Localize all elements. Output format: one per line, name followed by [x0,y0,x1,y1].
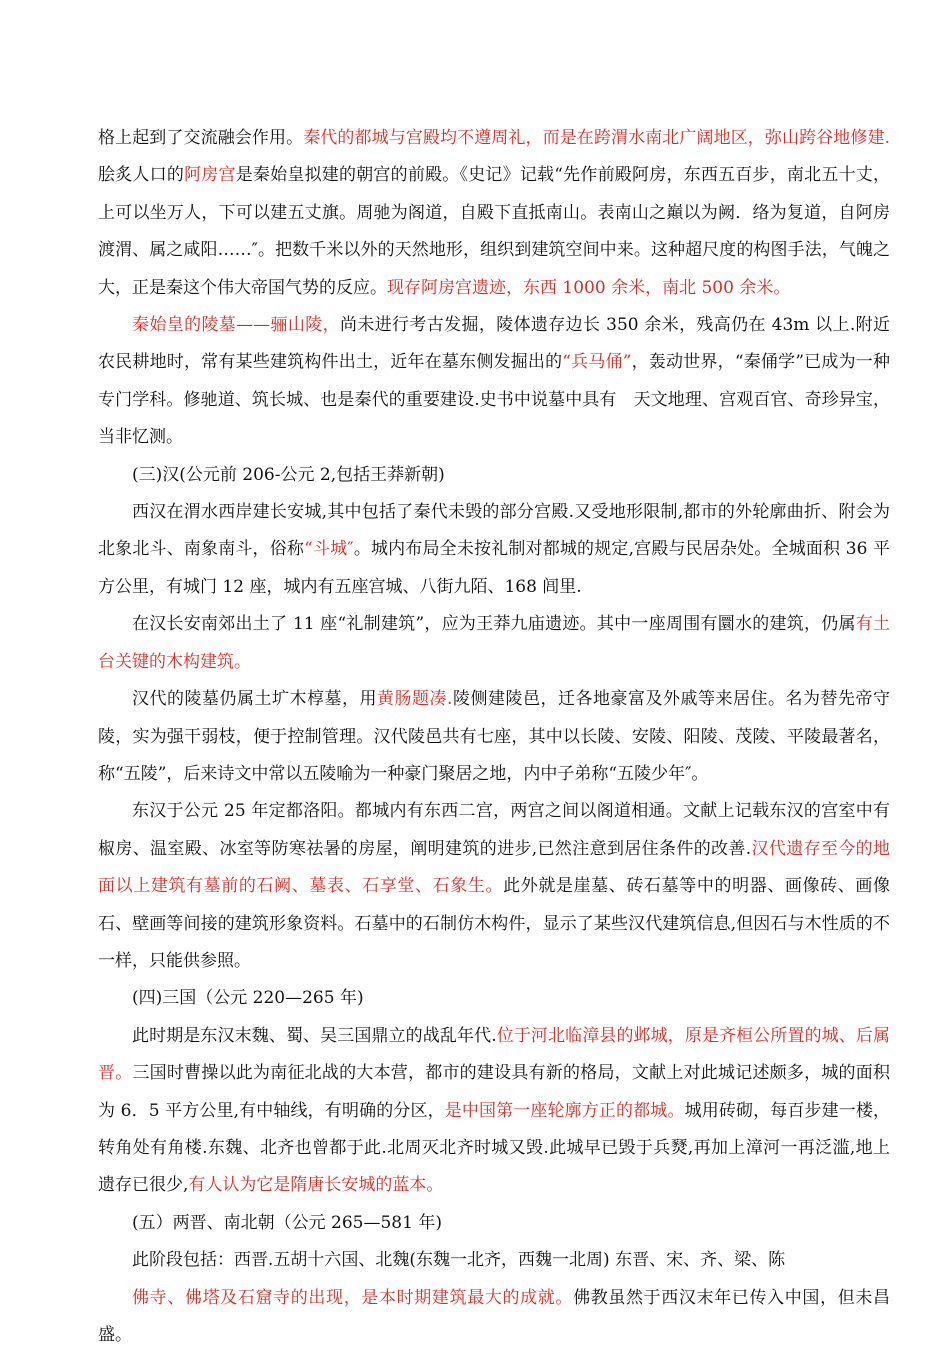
text-segment: 。城内布局全未按礼制对都城的规定,宫殿与民居杂处。全城面积 36 平方公里，有城门 12 座，城内有五座宫城、八街九陌、168 闾里. [98,539,891,597]
body-paragraph [98,307,890,457]
text-segment: 西汉在渭水西岸建长安城,其中包括了秦代未毁的部分宫殿.又受地形限制,都市的外轮廓曲折、附会为北象北斗、南象南斗，俗称 [98,502,890,560]
text-segment: 是秦始皇拟建的朝宫的前殿。《史记》记载“先作前殿阿房，东西五百步，南北五十丈，上可以坐万人，下可以建五丈旗。周驰为阁道，自殿下直抵南山。表南山之巔以为阙．络为复道，自阿房渡渭、属之咸阳……″。把数千米以外的天然地形，组织到建筑空间中来。这种超尺度的构图手法，气魄之大，正是秦这个伟大帝国气势的反应。 [98,165,891,298]
highlighted-text: 位于河北临漳县的邺城，原是齐桓公所置的城、后属晋。 [98,1025,891,1084]
document-page [98,120,890,1354]
text-segment: ，轰动世界，“秦俑学”已成为一种专门学科。修驰道、筑长城、也是秦代的重要建设.史书中说墓中具有 天文地理、宫观百官、奇珍异宝，当非忆测。 [98,352,890,448]
text-segment: 汉代的陵墓仍属土圹木椁墓，用 [132,689,378,710]
body-paragraph [98,120,890,307]
section-heading [98,980,890,1017]
text-segment: (五）两晋、南北朝（公元 265—581 年) [132,1212,442,1233]
body-paragraph [98,1242,890,1279]
text-segment: 城用砖砌，每百步建一楼，转角处有角楼.东魏、北齐也曾都于此.北周灭北齐时城又毁.此城早已毁于兵燹,再加上漳河一再泛滥,地上遗存已很少, [98,1100,891,1196]
text-segment: 此时期是东汉末魏、蜀、吴三国鼎立的战乱年代. [132,1025,497,1046]
body-paragraph [98,793,890,980]
highlighted-text: 阿房宫 [184,165,236,186]
text-segment: (三)汉(公元前 206-公元 2,包括王莽新朝) [132,464,445,485]
body-paragraph [98,606,890,681]
text-segment: 东汉于公元 25 年定都洛阳。都城内有东西二宫，两宫之间以阁道相通。文献上记载东汉的宫室中有椒房、温室殿、冰室等防寒祛暑的房屋，阐明建筑的进步,已然注意到居住条件的改善. [98,801,891,859]
highlighted-text: 有人认为它是隋唐长安城的蓝本。 [188,1175,444,1196]
highlighted-text: 汉代遗存至今的地面以上建筑有墓前的石阙、墓表、石享堂、石象生。 [98,838,891,897]
section-heading [98,1205,890,1242]
highlighted-text: “兵马俑” [562,352,632,373]
highlighted-text: 黄肠题凑. [377,689,453,710]
text-segment: 三国时曹操以此为南征北战的大本营，都市的建设具有新的格局，文献上对此城记述颇多，城的面积为 6．5 平方公里,有中轴线，有明确的分区， [98,1063,891,1121]
text-segment: 此外就是崖墓、砖石墓等中的明器、画像砖、画像石、壁画等间接的建筑形象资料。石墓中的石制仿木构件，显示了某些汉代建筑信息,但因石与木性质的不一样，只能供参照。 [98,876,891,971]
body-paragraph [98,681,890,793]
text-segment: 佛教虽然于西汉末年已传入中国，但未昌盛。 [98,1287,891,1345]
text-segment: 格上起到了交流融会作用。 [98,128,304,148]
text-segment: (四)三国（公元 220—265 年) [132,988,364,1009]
body-paragraph [98,1018,890,1205]
body-paragraph [98,494,890,606]
text-segment: 此阶段包括：西晋.五胡十六国、北魏(东魏一北齐，西魏一北周) 东晋、宋、齐、梁、陈 [132,1250,786,1271]
highlighted-text: 是中国第一座轮廓方正的都城。 [444,1100,685,1121]
section-heading [98,457,890,494]
highlighted-text: 秦代的都城与宫殿均不遵周礼，而是在跨渭水南北广阔地区，弥山跨谷地修建. [303,128,891,148]
text-segment: 尚未进行考古发掘，陵体遗存边长 350 余米，残高仍在 43m 以上.附近农民耕地时，常有某些建筑构件出土，近年在墓东侧发掘出的 [98,315,891,373]
text-segment: 在汉长安南郊出土了 11 座“礼制建筑”，应为王莽九庙遗迹。其中一座周围有圜水的建筑，仍属 [132,614,856,635]
highlighted-text: “斗城″ [304,539,354,560]
body-paragraph [98,1280,890,1354]
highlighted-text: 现存阿房宫遗迹，东西 1000 余米，南北 500 余米。 [387,277,791,298]
highlighted-text: 秦始皇的陵墓——骊山陵， [132,315,340,336]
text-segment: 脍炙人口的 [98,165,185,186]
text-segment: 陵侧建陵邑，迁各地豪富及外戚等来居住。名为替先帝守陵，实为强干弱枝，便于控制管理。汉代陵邑共有七座，其中以长陵、安陵、阳陵、茂陵、平陵最著名，称“五陵”，后来诗文中常以五陵喻为一种豪门聚居之地，内中子弟称“五陵少年″。 [98,689,891,784]
highlighted-text: 佛寺、佛塔及石窟寺的出现，是本时期建筑最大的成就。 [132,1287,574,1308]
highlighted-text: 有土台关键的木构建筑。 [98,614,891,672]
